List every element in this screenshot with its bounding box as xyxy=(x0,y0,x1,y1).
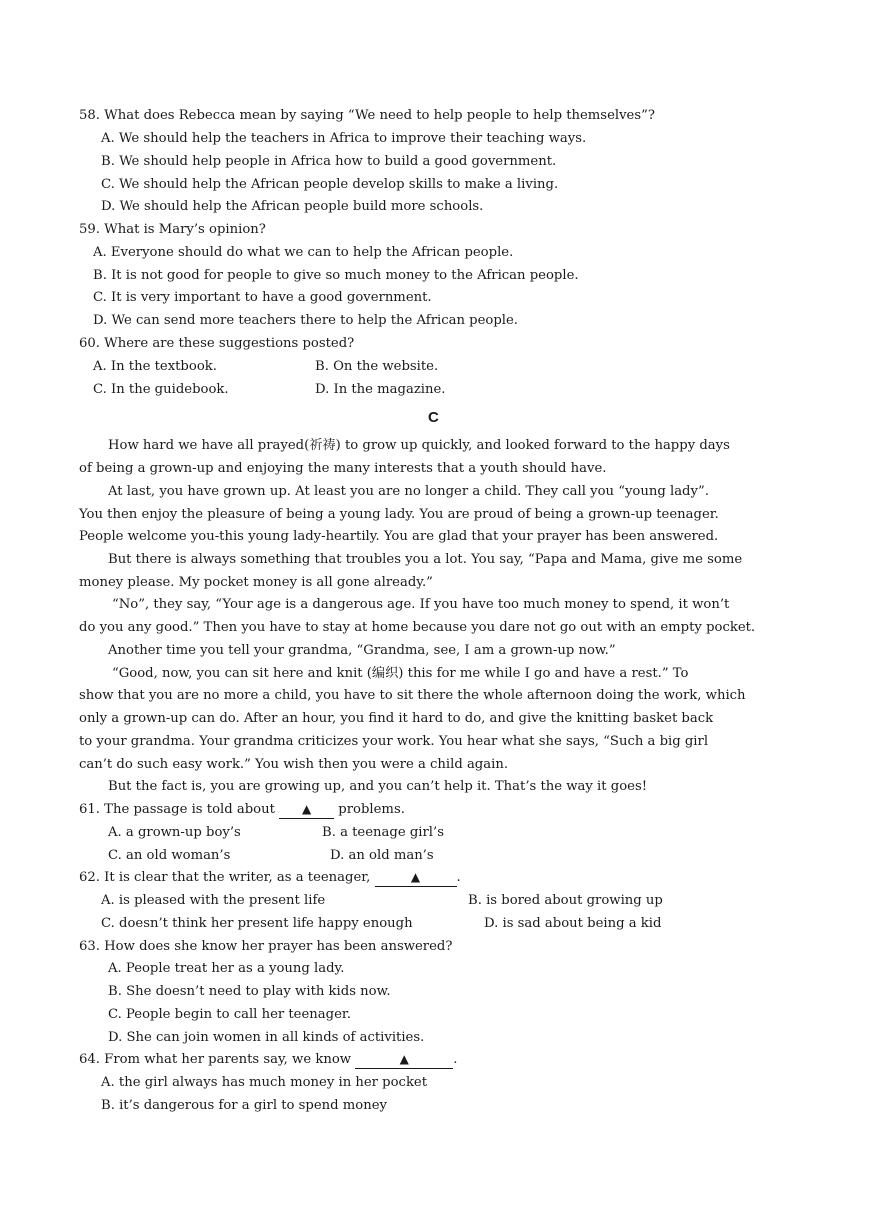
question-59-option-d: D. We can send more teachers there to help the African people. xyxy=(93,313,518,328)
question-58-option-d: D. We should help the African people build more schools. xyxy=(101,199,484,214)
passage-line: Another time you tell your grandma, “Grandma, see, I am a grown-up now.” xyxy=(108,643,616,658)
answer-blank xyxy=(375,869,457,887)
question-64-stem-start: 64. From what her parents say, we know xyxy=(79,1052,356,1067)
answer-blank xyxy=(355,1051,453,1069)
question-58-stem: 58. What does Rebecca mean by saying “We need to help people to help themselves”? xyxy=(79,108,655,123)
question-64-option-b: B. it’s dangerous for a girl to spend money xyxy=(101,1098,387,1113)
question-61-stem-end: problems. xyxy=(334,802,405,817)
passage-line: You then enjoy the pleasure of being a young lady. You are proud of being a grown-up teenager. xyxy=(79,507,719,522)
question-63-option-c: C. People begin to call her teenager. xyxy=(108,1007,351,1022)
question-64-stem xyxy=(79,1050,457,1070)
question-62-option-a: A. is pleased with the present life xyxy=(101,893,326,908)
question-59-option-b: B. It is not good for people to give so much money to the African people. xyxy=(93,268,579,283)
passage-line: show that you are no more a child, you have to sit there the whole afternoon doing the work, which xyxy=(79,688,746,703)
question-62-stem-start: 62. It is clear that the writer, as a teenager, xyxy=(79,870,375,885)
question-60-option-c: C. In the guidebook. xyxy=(93,382,229,397)
question-63-option-b: B. She doesn’t need to play with kids now. xyxy=(108,984,391,999)
passage-line: of being a grown-up and enjoying the many interests that a youth should have. xyxy=(79,461,607,476)
passage-line: How hard we have all prayed(祈祷) to grow up quickly, and looked forward to the happy days xyxy=(108,438,730,453)
passage-line: But the fact is, you are growing up, and you can’t help it. That’s the way it goes! xyxy=(108,779,648,794)
question-58-option-c: C. We should help the African people develop skills to make a living. xyxy=(101,177,559,192)
passage-line: do you any good.” Then you have to stay at home because you dare not go out with an empty pocket. xyxy=(79,620,756,635)
question-60-option-d: D. In the magazine. xyxy=(315,382,446,397)
question-64-option-a: A. the girl always has much money in her pocket xyxy=(101,1075,428,1090)
passage-line: “No”, they say, “Your age is a dangerous age. If you have too much money to spend, it won’t xyxy=(112,597,730,612)
question-62-stem xyxy=(79,868,461,888)
question-63-stem: 63. How does she know her prayer has been answered? xyxy=(79,939,453,954)
question-58-option-b: B. We should help people in Africa how to build a good government. xyxy=(101,154,557,169)
question-62-stem-end: . xyxy=(456,870,461,885)
question-59-option-c: C. It is very important to have a good government. xyxy=(93,290,432,305)
question-60-option-b: B. On the website. xyxy=(315,359,439,374)
passage-line: can’t do such easy work.” You wish then you were a child again. xyxy=(79,757,509,772)
triangle-marker-icon: ▲ xyxy=(301,802,312,816)
passage-line: But there is always something that troubles you a lot. You say, “Papa and Mama, give me some xyxy=(108,552,743,567)
question-61-option-b: B. a teenage girl’s xyxy=(322,825,444,840)
question-61-option-c: C. an old woman’s xyxy=(108,848,231,863)
question-62-option-c: C. doesn’t think her present life happy enough xyxy=(101,916,413,931)
passage-line: money please. My pocket money is all gone already.” xyxy=(79,575,433,590)
question-63-option-a: A. People treat her as a young lady. xyxy=(108,961,345,976)
question-62-option-b: B. is bored about growing up xyxy=(468,893,663,908)
question-61-option-d: D. an old man’s xyxy=(330,848,434,863)
question-61-stem xyxy=(79,800,405,820)
passage-line: At last, you have grown up. At least you are no longer a child. They call you “young lady”. xyxy=(108,484,709,499)
question-58-option-a: A. We should help the teachers in Africa to improve their teaching ways. xyxy=(101,131,587,146)
question-60-stem: 60. Where are these suggestions posted? xyxy=(79,336,355,351)
question-62-option-d: D. is sad about being a kid xyxy=(484,916,662,931)
triangle-marker-icon: ▲ xyxy=(399,1052,409,1066)
question-61-stem-start: 61. The passage is told about xyxy=(79,802,280,817)
triangle-marker-icon: ▲ xyxy=(410,870,421,884)
question-61-option-a: A. a grown-up boy’s xyxy=(108,825,241,840)
passage-line: People welcome you-this young lady-heartily. You are glad that your prayer has been answered. xyxy=(79,529,719,544)
section-title: C xyxy=(428,409,439,426)
passage-line: to your grandma. Your grandma criticizes your work. You hear what she says, “Such a big girl xyxy=(79,734,709,749)
question-63-option-d: D. She can join women in all kinds of activities. xyxy=(108,1030,425,1045)
answer-blank xyxy=(279,801,334,819)
passage-line: only a grown-up can do. After an hour, you find it hard to do, and give the knitting basket back xyxy=(79,711,714,726)
question-60-option-a: A. In the textbook. xyxy=(93,359,217,374)
question-59-option-a: A. Everyone should do what we can to help the African people. xyxy=(93,245,514,260)
passage-line: “Good, now, you can sit here and knit (编织) this for me while I go and have a rest.” To xyxy=(112,666,689,681)
question-64-stem-end: . xyxy=(453,1052,458,1067)
question-59-stem: 59. What is Mary’s opinion? xyxy=(79,222,266,237)
